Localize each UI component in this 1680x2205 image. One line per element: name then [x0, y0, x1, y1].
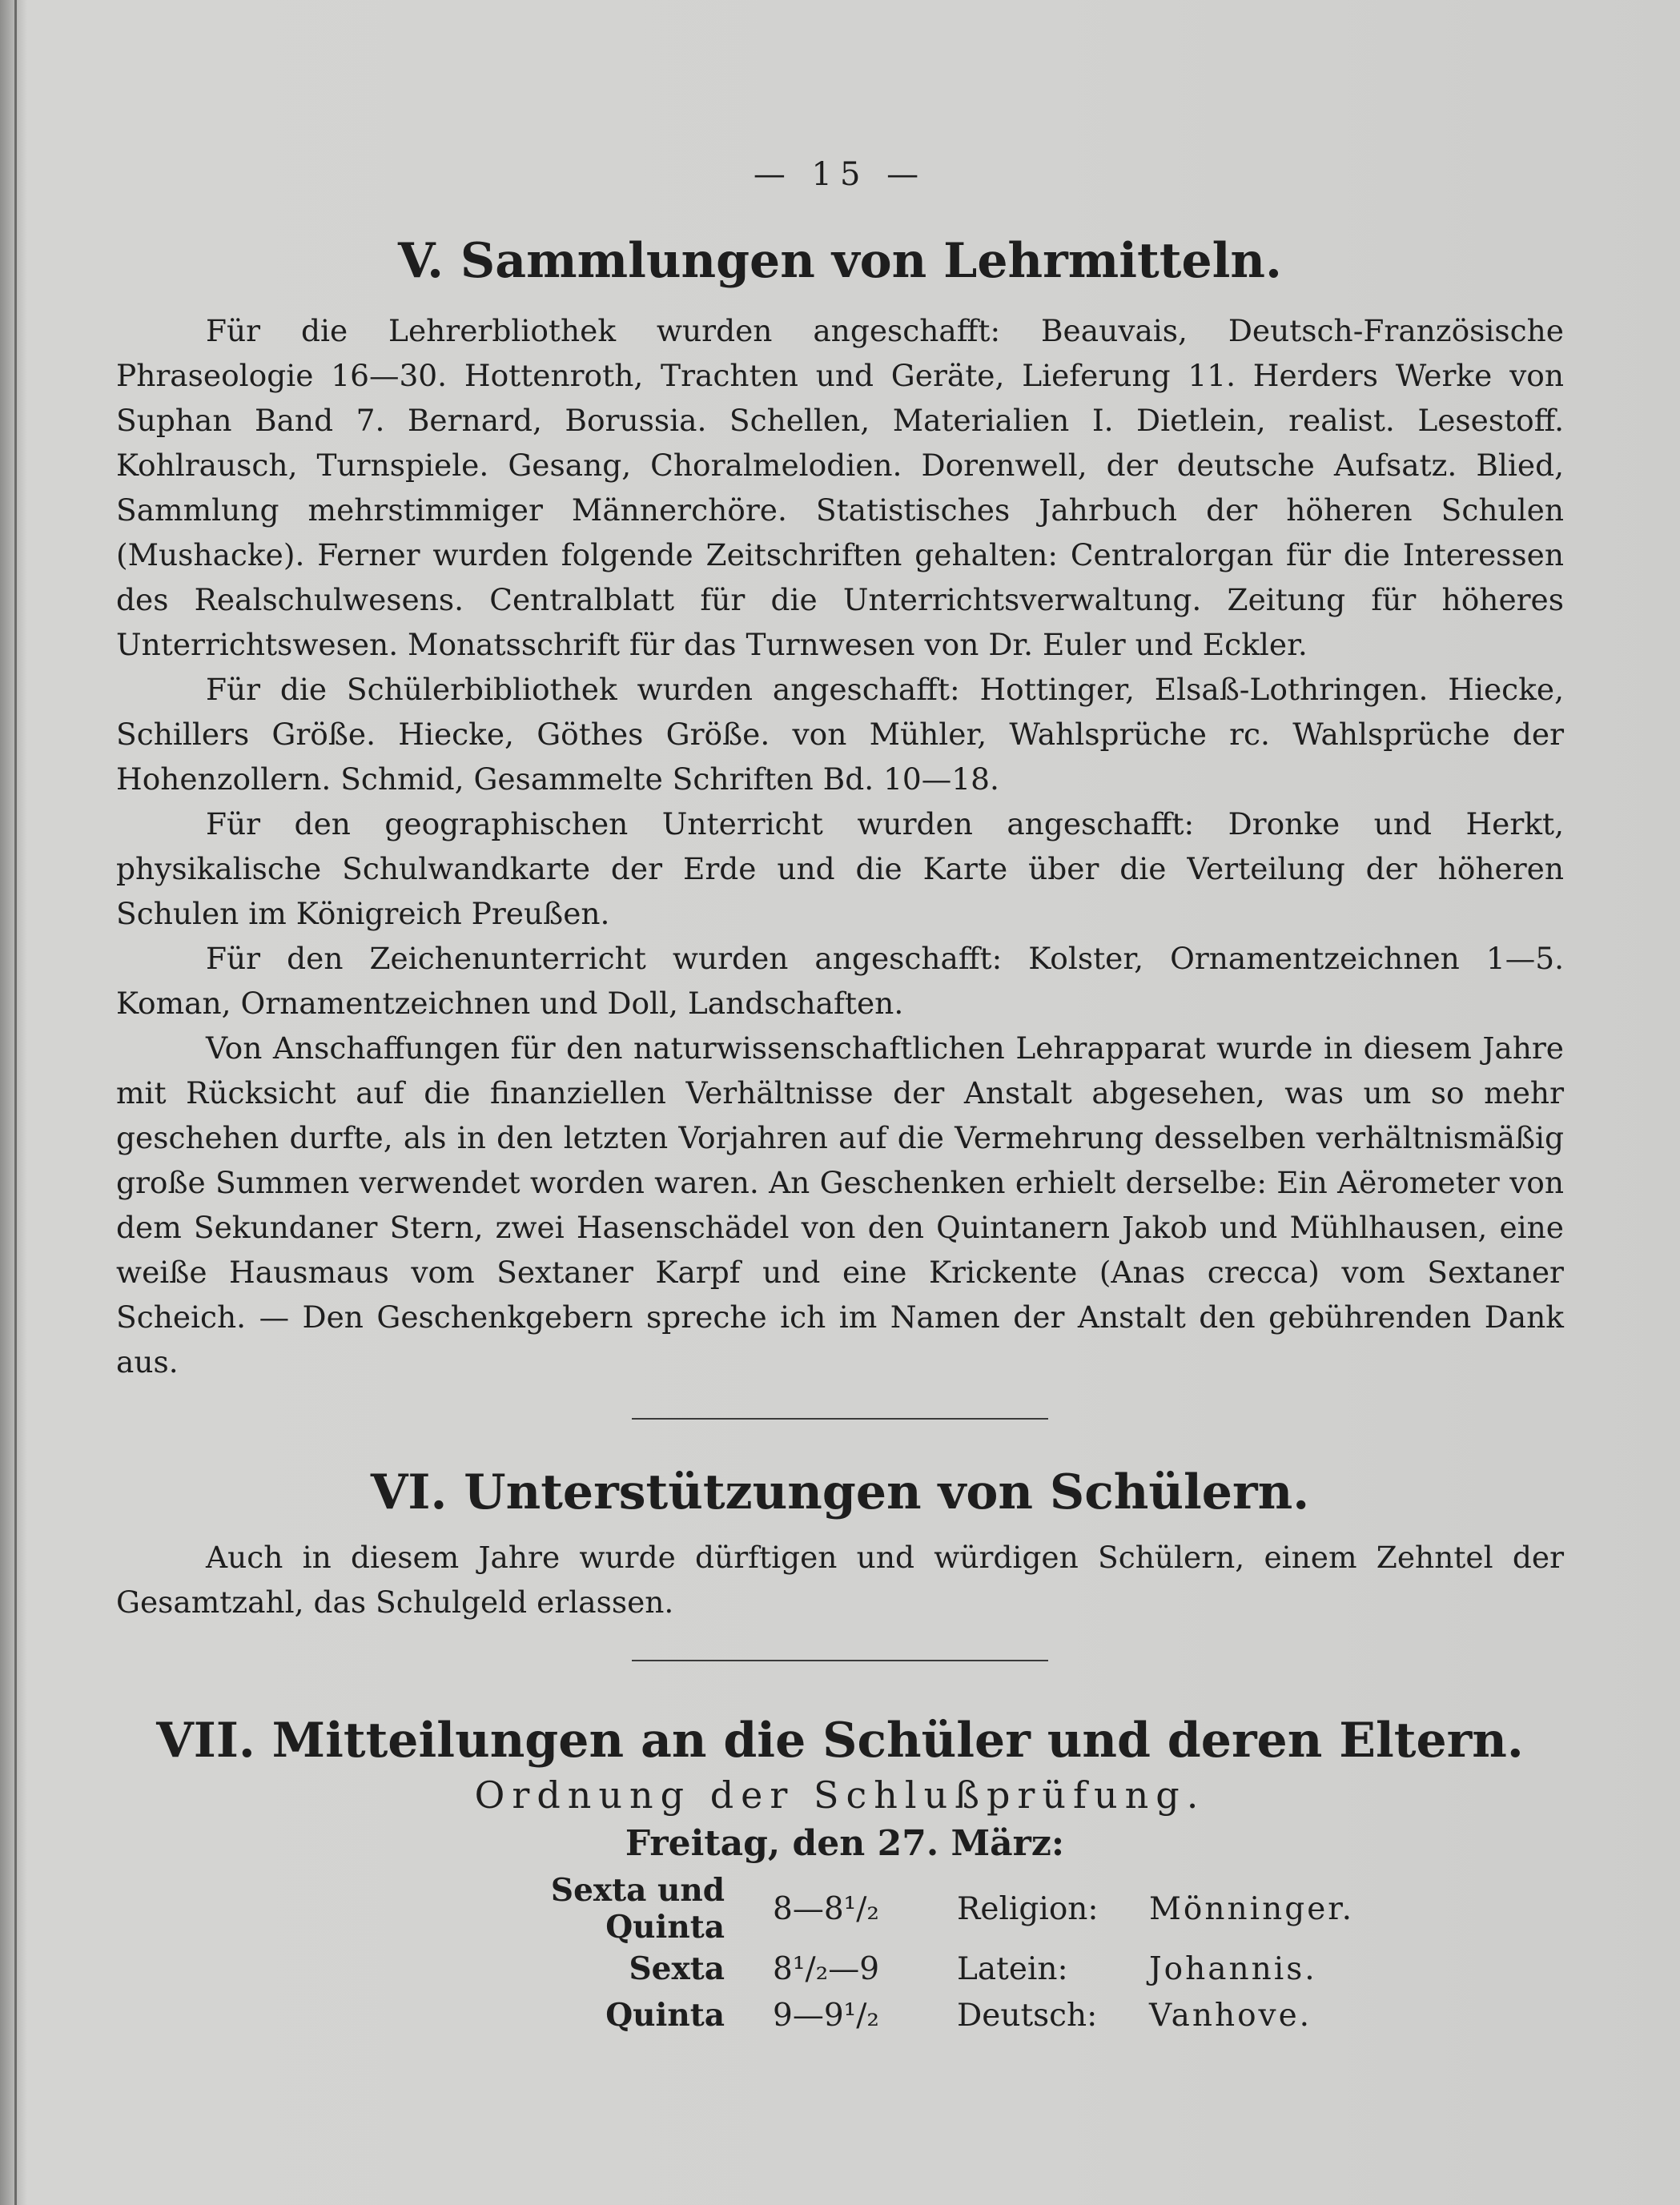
schedule-subject: Religion:: [957, 1890, 1099, 1927]
schedule-time: 8¹/₂—9: [773, 1950, 880, 1987]
table-row: [436, 1992, 1354, 2038]
section-5-paragraph-2: Für die Schülerbibliothek wurden angeschafft: Hottinger, Elsaß-Lothringen. Hiecke, Schillers Größe. Hiecke, Göthes Größe. von Mühler, Wahlsprüche rc. Wahlsprüche der Hohenzollern. Schmid, Gesammelte Schriften Bd. 10—18.: [116, 672, 1564, 797]
table-row: [436, 1946, 1354, 1992]
schedule-class: Quinta: [605, 1997, 725, 2034]
page-number: — 15 —: [753, 156, 927, 193]
section-divider: [632, 1418, 1048, 1420]
exam-order-subtitle: Ordnung der Schlußprüfung.: [474, 1773, 1206, 1817]
section-5-title: V. Sammlungen von Lehrmitteln.: [398, 233, 1282, 289]
schedule-time: 9—9¹/₂: [773, 1997, 880, 2034]
schedule-teacher: Johannis.: [1149, 1950, 1317, 1987]
schedule-time: 8—8¹/₂: [773, 1890, 880, 1927]
section-5-paragraph-5: Von Anschaffungen für den naturwissenschaftlichen Lehrapparat wurde in diesem Jahre mit Rücksicht auf die finanziellen Verhältnisse der Anstalt abgesehen, was um so mehr geschehen durfte, als in den letzten Vorjahren auf die Vermehrung desselben verhältnismäßig große Summen verwendet worden waren. An Geschenken erhielt derselbe: Ein Aërometer von dem Sekundaner Stern, zwei Hasenschädel von den Quintanern Jakob und Mühlhausen, eine weiße Hausmaus vom Sextaner Karpf und eine Krickente (Anas crecca) vom Sextaner Scheich. — Den Geschenkgebern spreche ich im Namen der Anstalt den gebührenden Dank aus.: [116, 1030, 1564, 1380]
section-5-paragraph-4: Für den Zeichenunterricht wurden angeschafft: Kolster, Ornamentzeichnen 1—5. Koman, Ornamentzeichnen und Doll, Landschaften.: [116, 941, 1564, 1021]
exam-date: Freitag, den 27. März:: [625, 1823, 1065, 1864]
section-6-paragraph-1: Auch in diesem Jahre wurde dürftigen und würdigen Schülern, einem Zehntel der Gesamtzahl, das Schulgeld erlassen.: [116, 1540, 1564, 1620]
schedule-class: Sexta: [629, 1950, 725, 1987]
section-5-paragraph-3: Für den geographischen Unterricht wurden angeschafft: Dronke und Herkt, physikalische Schulwandkarte der Erde und die Karte über die Verteilung der höheren Schulen im Königreich Preußen.: [116, 806, 1564, 931]
schedule-teacher: Vanhove.: [1149, 1997, 1312, 2034]
exam-schedule-table: [436, 1872, 1354, 2038]
schedule-subject: Latein:: [957, 1950, 1068, 1987]
section-divider: [632, 1660, 1048, 1661]
section-7-title: VII. Mitteilungen an die Schüler und deren Eltern.: [156, 1713, 1524, 1769]
page-content: [116, 156, 1564, 2038]
schedule-subject: Deutsch:: [957, 1997, 1098, 2034]
section-5-paragraph-1: Für die Lehrerbliothek wurden angeschafft: Beauvais, Deutsch-Französische Phraseologie 16—30. Hottenroth, Trachten und Geräte, Lieferung 11. Herders Werke von Suphan Band 7. Bernard, Borussia. Schellen, Materialien I. Dietlein, realist. Lesestoff. Kohlrausch, Turnspiele. Gesang, Choralmelodien. Dorenwell, der deutsche Aufsatz. Blied, Sammlung mehrstimmiger Männerchöre. Statistisches Jahrbuch der höheren Schulen (Mushacke). Ferner wurden folgende Zeitschriften gehalten: Centralorgan für die Interessen des Realschulwesens. Centralblatt für die Unterrichtsverwaltung. Zeitung für höheres Unterrichtswesen. Monatsschrift für das Turnwesen von Dr. Euler und Eckler.: [116, 313, 1564, 662]
table-row: [436, 1872, 1354, 1946]
schedule-class: Sexta und Quinta: [550, 1872, 725, 1946]
book-spine-shadow: [14, 0, 17, 2205]
section-6-title: VI. Unterstützungen von Schülern.: [370, 1464, 1310, 1520]
schedule-teacher: Mönninger.: [1149, 1890, 1355, 1927]
